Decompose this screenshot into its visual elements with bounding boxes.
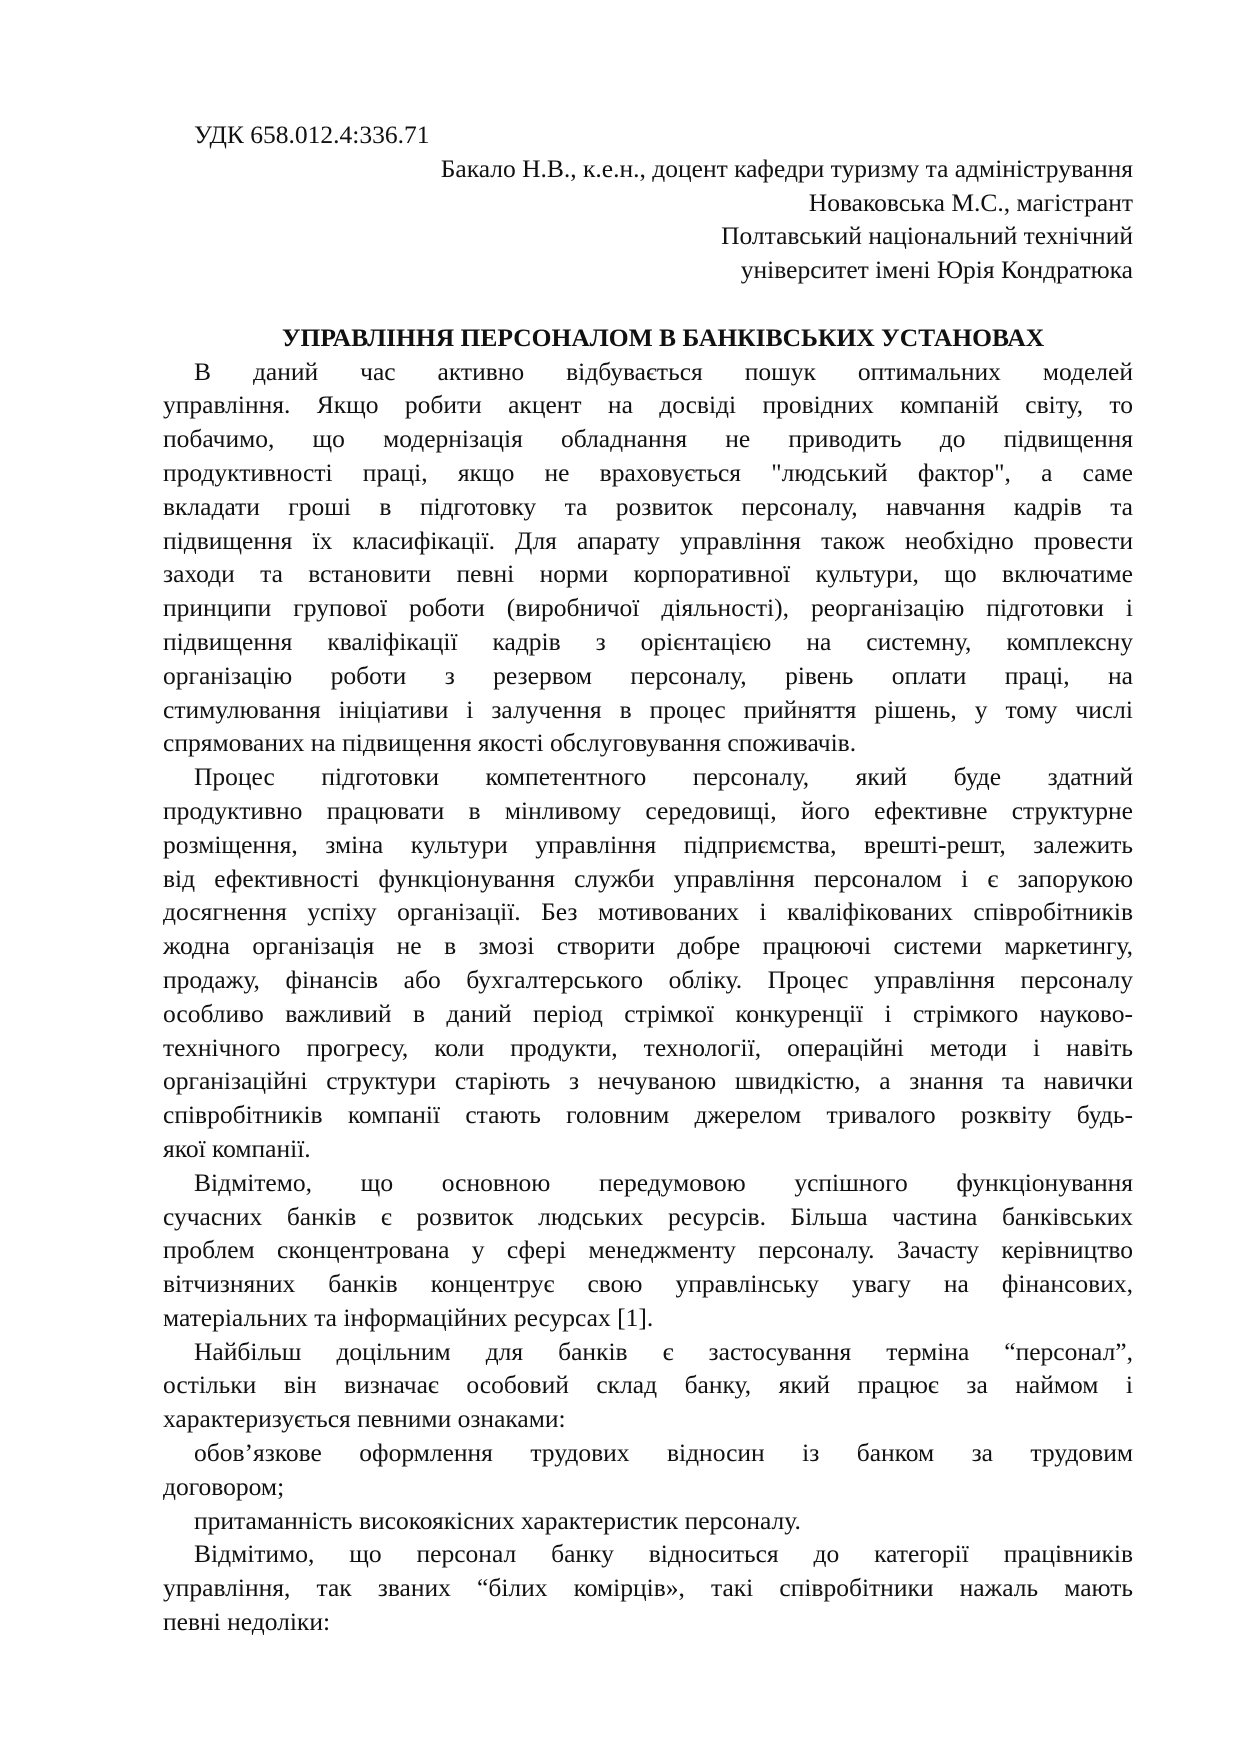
text-line: сучасних банків є розвиток людських ресурсів. Більша частина банківських [163,1201,1133,1231]
text-line: певні недоліки: [163,1607,331,1637]
text-line: принципи групової роботи (виробничої діяльності), реорганізацію підготовки і [163,593,1133,623]
article-body [163,355,1133,1639]
text-line: жодна організація не в змозі створити добре працюючі системи маркетингу, [163,931,1133,961]
author-line: Новаковська М.С., магістрант [808,187,1133,217]
text-line: характеризується певними ознаками: [163,1404,566,1434]
text-line: вітчизняних банків концентрує свою управлінську увагу на фінансових, [163,1269,1133,1299]
text-line: остільки він визначає особовий склад банку, який працює за наймом і [163,1370,1133,1400]
text-line: Відмітимо, що персонал банку відноситься до категорії працівників [194,1539,1133,1569]
affiliation-line: Полтавський національний технічний [721,221,1133,251]
text-line: співробітників компанії стають головним джерелом тривалого розквіту будь- [163,1100,1133,1130]
text-line: обов’язкове оформлення трудових відносин із банком за трудовим [194,1438,1133,1468]
affiliation-line: університет імені Юрія Кондратюка [740,255,1133,285]
text-line: технічного прогресу, коли продукти, технології, операційні методи і навіть [163,1032,1133,1062]
text-line: Процес підготовки компетентного персоналу, який буде здатний [194,762,1133,792]
author-line: Бакало Н.В., к.е.н., доцент кафедри туризму та адміністрування [440,153,1133,183]
paragraph [163,1537,1133,1638]
text-line: вкладати гроші в підготовку та розвиток персоналу, навчання кадрів та [163,491,1133,521]
text-line: від ефективності функціонування служби управління персоналом і є запорукою [163,863,1133,893]
paragraph [163,1504,1133,1538]
text-line: заходи та встановити певні норми корпоративної культури, що включатиме [163,559,1133,589]
spacer [163,287,1133,321]
text-line: підвищення їх класифікації. Для апарату управління також необхідно провести [163,525,1133,555]
text-line: підвищення кваліфікації кадрів з орієнтацією на системну, комплексну [163,626,1133,656]
paragraph [163,1335,1133,1436]
text-line: побачимо, що модернізація обладнання не приводить до підвищення [163,424,1133,454]
text-line: управління. Якщо робити акцент на досвіді провідних компаній світу, то [163,390,1133,420]
document-page [163,118,1133,1639]
article-title: УПРАВЛІННЯ ПЕРСОНАЛОМ В БАНКІВСЬКИХ УСТАНОВАХ [281,322,1045,352]
text-line: організацію роботи з резервом персоналу, рівень оплати праці, на [163,660,1133,690]
text-line: спрямованих на підвищення якості обслуговування споживачів. [163,728,857,758]
text-line: В даний час активно відбувається пошук оптимальних моделей [194,356,1133,386]
paragraph [163,355,1133,761]
paragraph [163,1166,1133,1335]
text-line: якої компанії. [163,1133,311,1163]
text-line: розміщення, зміна культури управління підприємства, врешті-решт, залежить [163,829,1133,859]
text-line: договором; [163,1471,285,1501]
text-line: продуктивно працювати в мінливому середовищі, його ефективне структурне [163,795,1133,825]
text-line: притаманність високоякісних характеристик персоналу. [194,1505,801,1535]
text-line: проблем сконцентрована у сфері менеджменту персоналу. Зачасту керівництво [163,1235,1133,1265]
text-line: Відмітемо, що основною передумовою успішного функціонування [194,1167,1133,1197]
text-line: досягнення успіху організації. Без мотивованих і кваліфікованих співробітників [163,897,1133,927]
text-line: Найбільш доцільним для банків є застосування терміна “персонал”, [194,1336,1133,1366]
paragraph [163,760,1133,1166]
text-line: продажу, фінансів або бухгалтерського обліку. Процес управління персоналу [163,964,1133,994]
text-line: продуктивності праці, якщо не враховується "людський фактор", а саме [163,457,1133,487]
text-line: управління, так званих “білих комірців», такі співробітники нажаль мають [163,1573,1133,1603]
text-line: особливо важливий в даний період стрімкої конкуренції і стрімкого науково- [163,998,1133,1028]
paragraph [163,1436,1133,1504]
udk-code: УДК 658.012.4:336.71 [194,120,430,149]
text-line: організаційні структури старіють з нечуваною швидкістю, а знання та навички [163,1066,1133,1096]
text-line: матеріальних та інформаційних ресурсах [1]. [163,1302,654,1332]
text-line: стимулювання ініціативи і залучення в процес прийняття рішень, у тому числі [163,694,1133,724]
